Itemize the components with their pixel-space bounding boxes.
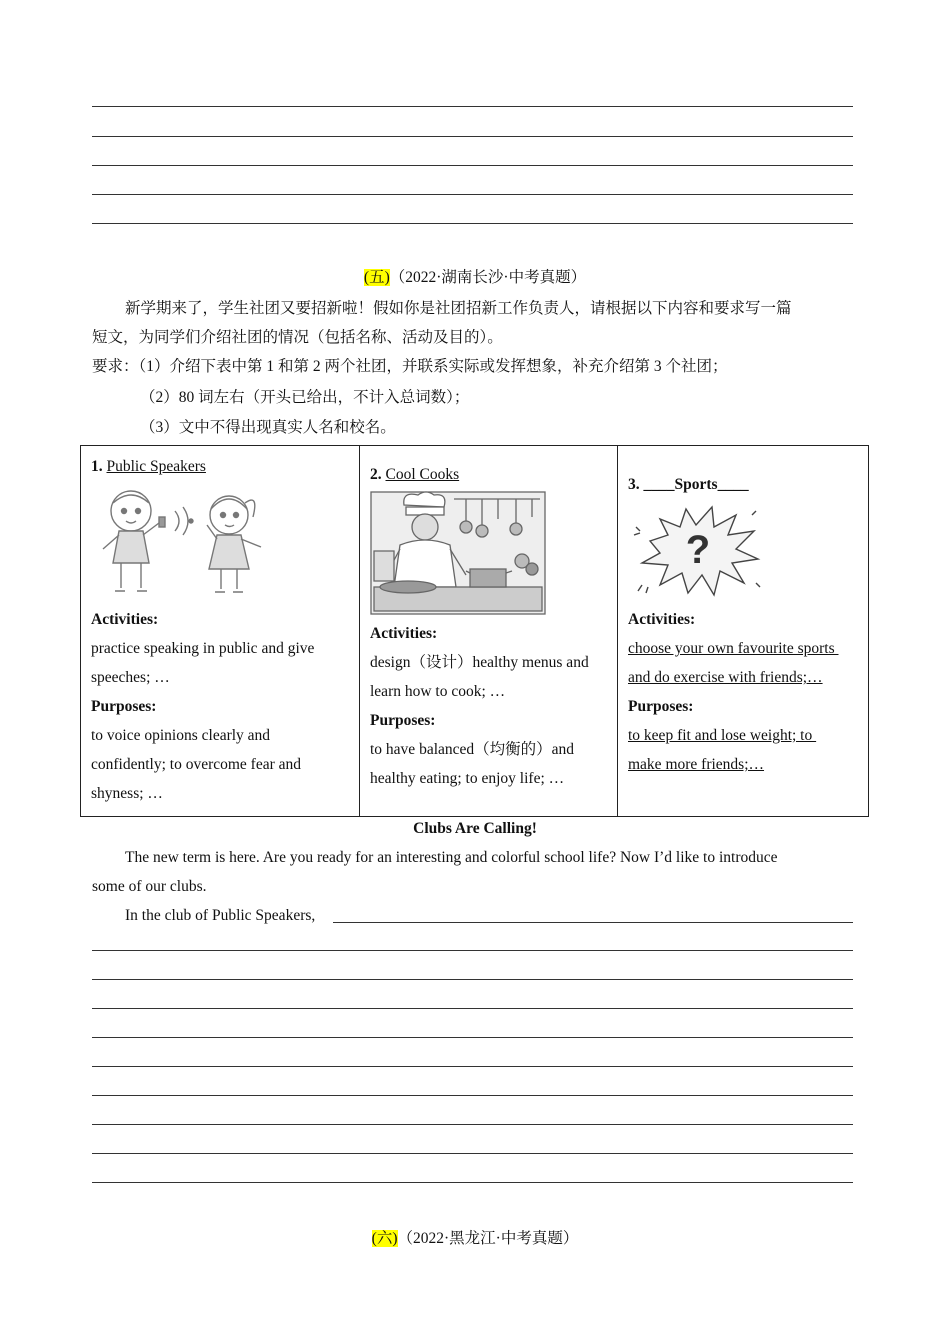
section-6-source: （2022·黑龙江·中考真题） <box>397 1230 579 1247</box>
club-3-activities-label: Activities: <box>628 611 696 628</box>
club-2-name: Cool Cooks <box>385 466 460 483</box>
club-1-name: Public Speakers <box>106 458 206 475</box>
answer-line[interactable] <box>92 1008 853 1009</box>
clubs-table <box>80 445 869 817</box>
club-1-purposes-line-2: confidently; to overcome fear and <box>91 756 302 773</box>
answer-line <box>92 194 853 195</box>
answer-line[interactable] <box>92 1095 853 1096</box>
chef-cooking-illustration <box>370 491 546 615</box>
club-2-purposes-line-2: healthy eating; to enjoy life; … <box>370 770 565 787</box>
club-2-purposes-label: Purposes: <box>370 712 436 729</box>
answer-line[interactable] <box>92 1037 853 1038</box>
club-2-activities-line-1: design（设计）healthy menus and <box>370 654 589 671</box>
question-mark-burst-icon <box>628 501 768 601</box>
club-3-title: 3. ____Sports____ <box>628 476 749 493</box>
club-1-cell <box>81 446 360 816</box>
requirement-3: （3）文中不得出现真实人名和校名。 <box>140 419 396 436</box>
answer-line <box>92 136 853 137</box>
svg-text:?: ? <box>685 528 711 572</box>
club-1-number: 1. <box>91 458 103 475</box>
club-2-activities-line-2: learn how to cook; … <box>370 683 506 700</box>
intro-line-2: 短文，为同学们介绍社团的情况（包括名称、活动及目的）。 <box>92 329 503 346</box>
club-2-number: 2. <box>370 466 382 483</box>
answer-line[interactable] <box>92 1153 853 1154</box>
section-5-source: （2022·湖南长沙·中考真题） <box>389 269 587 286</box>
intro-line-1: 新学期来了，学生社团又要招新啦！假如你是社团招新工作负责人，请根据以下内容和要求写一篇 <box>125 300 792 317</box>
requirement-1: 要求：（1）介绍下表中第 1 和第 2 两个社团，并联系实际或发挥想象，补充介绍第 3 个社团； <box>92 358 728 375</box>
club-1-purposes-line-1: to voice opinions clearly and <box>91 727 271 744</box>
answer-line[interactable] <box>92 1182 853 1183</box>
club-1-purposes-label: Purposes: <box>91 698 157 715</box>
club-3-cell <box>618 446 868 816</box>
answer-line[interactable] <box>92 1124 853 1125</box>
essay-title: Clubs Are Calling! <box>413 820 537 837</box>
essay-paragraph-1-line-1: The new term is here. Are you ready for an interesting and colorful school life? Now I’d like to introduce <box>125 849 778 866</box>
club-1-activities-label: Activities: <box>91 611 159 628</box>
club-2-purposes-line-1: to have balanced（均衡的）and <box>370 741 575 758</box>
essay-paragraph-2-start: In the club of Public Speakers, <box>125 907 316 924</box>
answer-line <box>92 223 853 224</box>
answer-line[interactable] <box>333 922 853 923</box>
requirement-2: （2）80 词左右（开头已给出，不计入总词数）； <box>140 389 470 406</box>
club-3-purposes-label: Purposes: <box>628 698 694 715</box>
answer-line[interactable] <box>92 950 853 951</box>
answer-line <box>92 106 853 107</box>
answer-line <box>92 165 853 166</box>
club-2-cell <box>360 446 618 816</box>
section-6-heading <box>0 1226 950 1248</box>
club-3-activities-line-1: choose your own favourite sports <box>628 640 839 657</box>
club-1-activities-line-2: speeches; … <box>91 669 170 686</box>
club-1-purposes-line-3: shyness; … <box>91 785 163 802</box>
answer-line[interactable] <box>92 979 853 980</box>
club-3-purposes-line-2: make more friends;… <box>628 756 765 773</box>
club-2-activities-label: Activities: <box>370 625 438 642</box>
section-6-label: (六) <box>371 1230 398 1247</box>
club-3-activities-line-2: and do exercise with friends;… <box>628 669 823 686</box>
club-1-activities-line-1: practice speaking in public and give <box>91 640 315 657</box>
essay-paragraph-1-line-2: some of our clubs. <box>92 878 207 895</box>
section-5-heading <box>0 265 950 287</box>
two-kids-microphone-illustration <box>91 483 271 601</box>
answer-line[interactable] <box>92 1066 853 1067</box>
section-5-label: (五) <box>363 269 390 286</box>
club-3-purposes-line-1: to keep fit and lose weight; to <box>628 727 817 744</box>
